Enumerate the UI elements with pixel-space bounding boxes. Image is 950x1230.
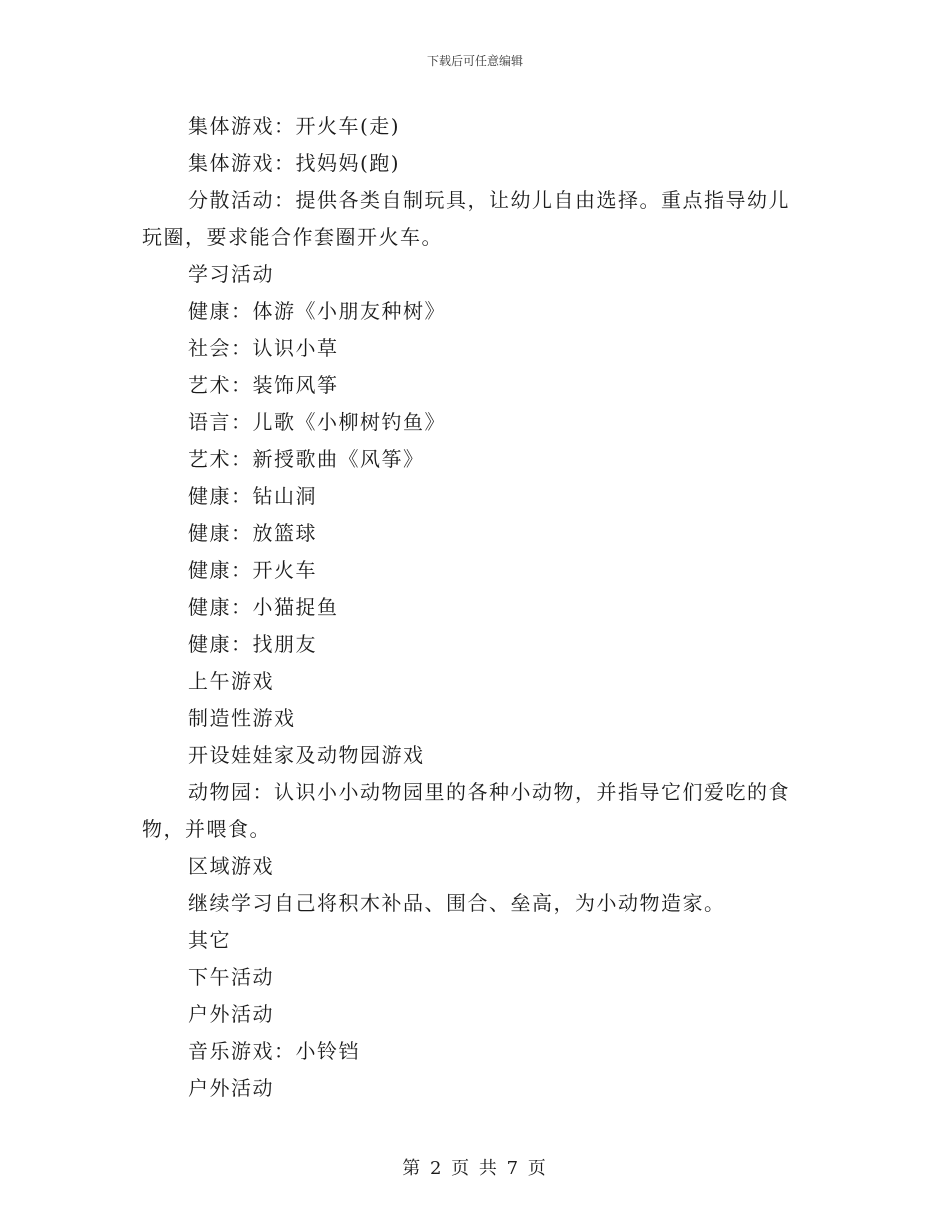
section-heading: 其它	[188, 928, 231, 952]
paragraph: 健康：放篮球	[188, 521, 317, 545]
section-heading: 户外活动	[188, 1002, 274, 1026]
page-header: 下载后可任意编辑	[426, 54, 523, 68]
paragraph: 艺术：新授歌曲《风筝》	[188, 447, 425, 471]
paragraph: 社会：认识小草	[188, 336, 339, 360]
paragraph: 健康：钻山洞	[188, 484, 317, 508]
paragraph: 动物园：认识小小动物园里的各种小动物，并指导它们爱吃的食物，并喂食。	[142, 780, 790, 841]
paragraph: 健康：找朋友	[188, 632, 317, 656]
paragraph: 健康：体游《小朋友种树》	[188, 299, 446, 323]
paragraph: 集体游戏：找妈妈(跑)	[188, 151, 401, 175]
document-body	[142, 108, 808, 1107]
paragraph: 艺术：装饰风筝	[188, 373, 339, 397]
paragraph: 分散活动：提供各类自制玩具，让幼儿自由选择。重点指导幼儿玩圈，要求能合作套圈开火车。	[142, 188, 790, 249]
paragraph: 健康：小猫捉鱼	[188, 595, 339, 619]
paragraph: 开设娃娃家及动物园游戏	[188, 743, 425, 767]
section-heading: 下午活动	[188, 965, 274, 989]
section-heading: 区域游戏	[188, 854, 274, 878]
section-heading: 户外活动	[188, 1076, 274, 1100]
paragraph: 健康：开火车	[188, 558, 317, 582]
paragraph: 音乐游戏：小铃铛	[188, 1039, 360, 1063]
section-heading: 制造性游戏	[188, 706, 296, 730]
section-heading: 学习活动	[188, 262, 274, 286]
paragraph: 集体游戏：开火车(走)	[188, 114, 401, 138]
section-heading: 上午游戏	[188, 669, 274, 693]
page-number-footer: 第 2 页 共 7 页	[402, 1158, 548, 1179]
paragraph: 继续学习自己将积木补品、围合、垒高，为小动物造家。	[188, 891, 726, 915]
paragraph: 语言：儿歌《小柳树钓鱼》	[188, 410, 446, 434]
